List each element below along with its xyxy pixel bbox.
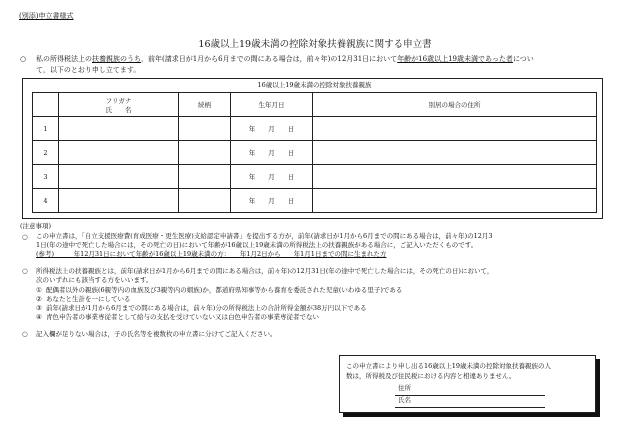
page-title: 16歳以上19歳未満の控除対象扶養親族に関する申立書 bbox=[198, 39, 432, 50]
row-number: 2 bbox=[33, 141, 59, 165]
header-furigana: フリガナ bbox=[105, 96, 132, 105]
relation-cell[interactable] bbox=[179, 189, 231, 213]
notes-heading: (注意事項) bbox=[20, 222, 52, 230]
relation-cell[interactable] bbox=[179, 141, 231, 165]
table-row bbox=[33, 141, 597, 165]
name-label: 氏名 bbox=[398, 396, 411, 404]
row-number: 3 bbox=[33, 165, 59, 189]
header-birthdate: 生年月日 bbox=[231, 93, 313, 117]
note2-item: 前年(請求日が1月から6月までの間にある場合は，前々年)分の所得税法上の合計所得金額が38万円以下である bbox=[46, 304, 367, 312]
name-cell[interactable] bbox=[59, 165, 179, 189]
intro-line-1 bbox=[36, 55, 534, 63]
note2-item: 青色申告者の事業専従者として給与の支払を受けていない又は白色申告者の事業専従者でない bbox=[46, 313, 319, 321]
birthdate-cell[interactable]: 年 月 日 bbox=[231, 189, 313, 213]
note1-line1: この申立書は，「自立支援医療費(育成医療・更生医療)支給認定申請書」を提出する方が，前年(請求日が1月から6月までの間にある場合は，前々年)の12月3 bbox=[36, 232, 493, 240]
note2-item-mark: ② bbox=[36, 295, 42, 303]
relation-cell[interactable] bbox=[179, 165, 231, 189]
intro-line-2: て，以下のとおり申し立てます。 bbox=[36, 66, 141, 74]
note2-item-mark: ④ bbox=[36, 313, 42, 321]
form-tag: (別添)申立書様式 bbox=[19, 12, 74, 20]
address-line[interactable] bbox=[395, 395, 545, 396]
name-cell[interactable] bbox=[59, 141, 179, 165]
note3-text: 記入欄が足りない場合は，子の氏名等を複数枚の申立書に分けてご記入ください。 bbox=[36, 330, 277, 338]
table-row bbox=[33, 117, 597, 141]
name-cell[interactable] bbox=[59, 117, 179, 141]
intro-text-a: 私の所得税法上の bbox=[36, 55, 92, 63]
header-address: 別居の場合の住所 bbox=[313, 93, 597, 117]
note1-line2: 1日(年の途中で死亡した場合には，その死亡の日)において年齢が16歳以上19歳未満の所得税法上の扶養親族がある場合に，ご記入いただくものです。 bbox=[36, 241, 478, 249]
birthdate-cell[interactable]: 年 月 日 bbox=[231, 141, 313, 165]
note2-item-mark: ① bbox=[36, 286, 42, 294]
note2-item: 配偶者以外の親族(6親等内の血族及び3親等内の姻族)か，都道府県知事等から養育を委託された児童(いわゆる里子)である bbox=[46, 286, 403, 294]
note2-line1: 所得税法上の扶養親族とは，前年(請求日が1月から6月までの間にある場合は，前々年)の12月31日(年の途中で死亡した場合には，その死亡の日)において， bbox=[36, 267, 494, 275]
dependents-table bbox=[32, 92, 597, 213]
birthdate-cell[interactable]: 年 月 日 bbox=[231, 165, 313, 189]
name-cell[interactable] bbox=[59, 189, 179, 213]
note2-line2: 次のいずれにも該当する方をいいます。 bbox=[36, 276, 153, 284]
row-number: 1 bbox=[33, 117, 59, 141]
address-label: 住所 bbox=[398, 384, 411, 392]
address-cell[interactable] bbox=[313, 117, 597, 141]
row-number: 4 bbox=[33, 189, 59, 213]
note2-item: あなたと生計を一にしている bbox=[46, 295, 131, 303]
name-line[interactable] bbox=[395, 407, 545, 408]
birthdate-cell[interactable]: 年 月 日 bbox=[231, 117, 313, 141]
table-row bbox=[33, 189, 597, 213]
address-cell[interactable] bbox=[313, 141, 597, 165]
sign-box-line2: 数は，所得税及び住民税における内容と相違ありません。 bbox=[346, 372, 516, 380]
table-row bbox=[33, 165, 597, 189]
sign-box-line1: この申立書により申し出る16歳以上19歳未満の控除対象扶養親族の人 bbox=[346, 362, 552, 370]
relation-cell[interactable] bbox=[179, 117, 231, 141]
note3-bullet: ○ bbox=[22, 330, 28, 338]
header-name bbox=[59, 93, 179, 117]
note1-bullet: ○ bbox=[22, 233, 28, 241]
address-cell[interactable] bbox=[313, 165, 597, 189]
address-cell[interactable] bbox=[313, 189, 597, 213]
intro-text-ul1: 扶養親族のうち bbox=[92, 55, 141, 63]
table-header-row bbox=[33, 93, 597, 117]
intro-text-c: につい bbox=[512, 55, 534, 63]
note2-item-mark: ③ bbox=[36, 304, 42, 312]
intro-text-b: ，前年(請求日が1月から6月までの間にある場合は，前々年)の12月31日において bbox=[141, 55, 398, 63]
header-no bbox=[33, 93, 59, 117]
note1-reference: (参考) 年12月31日において年齢が16歳以上19歳未満の方： 年1月2日から 年1月1日までの間に生まれた方 bbox=[36, 250, 387, 258]
note2-bullet: ○ bbox=[22, 267, 28, 275]
intro-text-ul2: 年齢が16歳以上19歳未満であった者 bbox=[397, 55, 513, 63]
table-caption: 16歳以上19歳未満の控除対象扶養親族 bbox=[257, 81, 372, 89]
intro-bullet: ○ bbox=[20, 55, 27, 63]
header-relation: 続柄 bbox=[179, 93, 231, 117]
header-name-label: 氏 名 bbox=[105, 105, 132, 114]
